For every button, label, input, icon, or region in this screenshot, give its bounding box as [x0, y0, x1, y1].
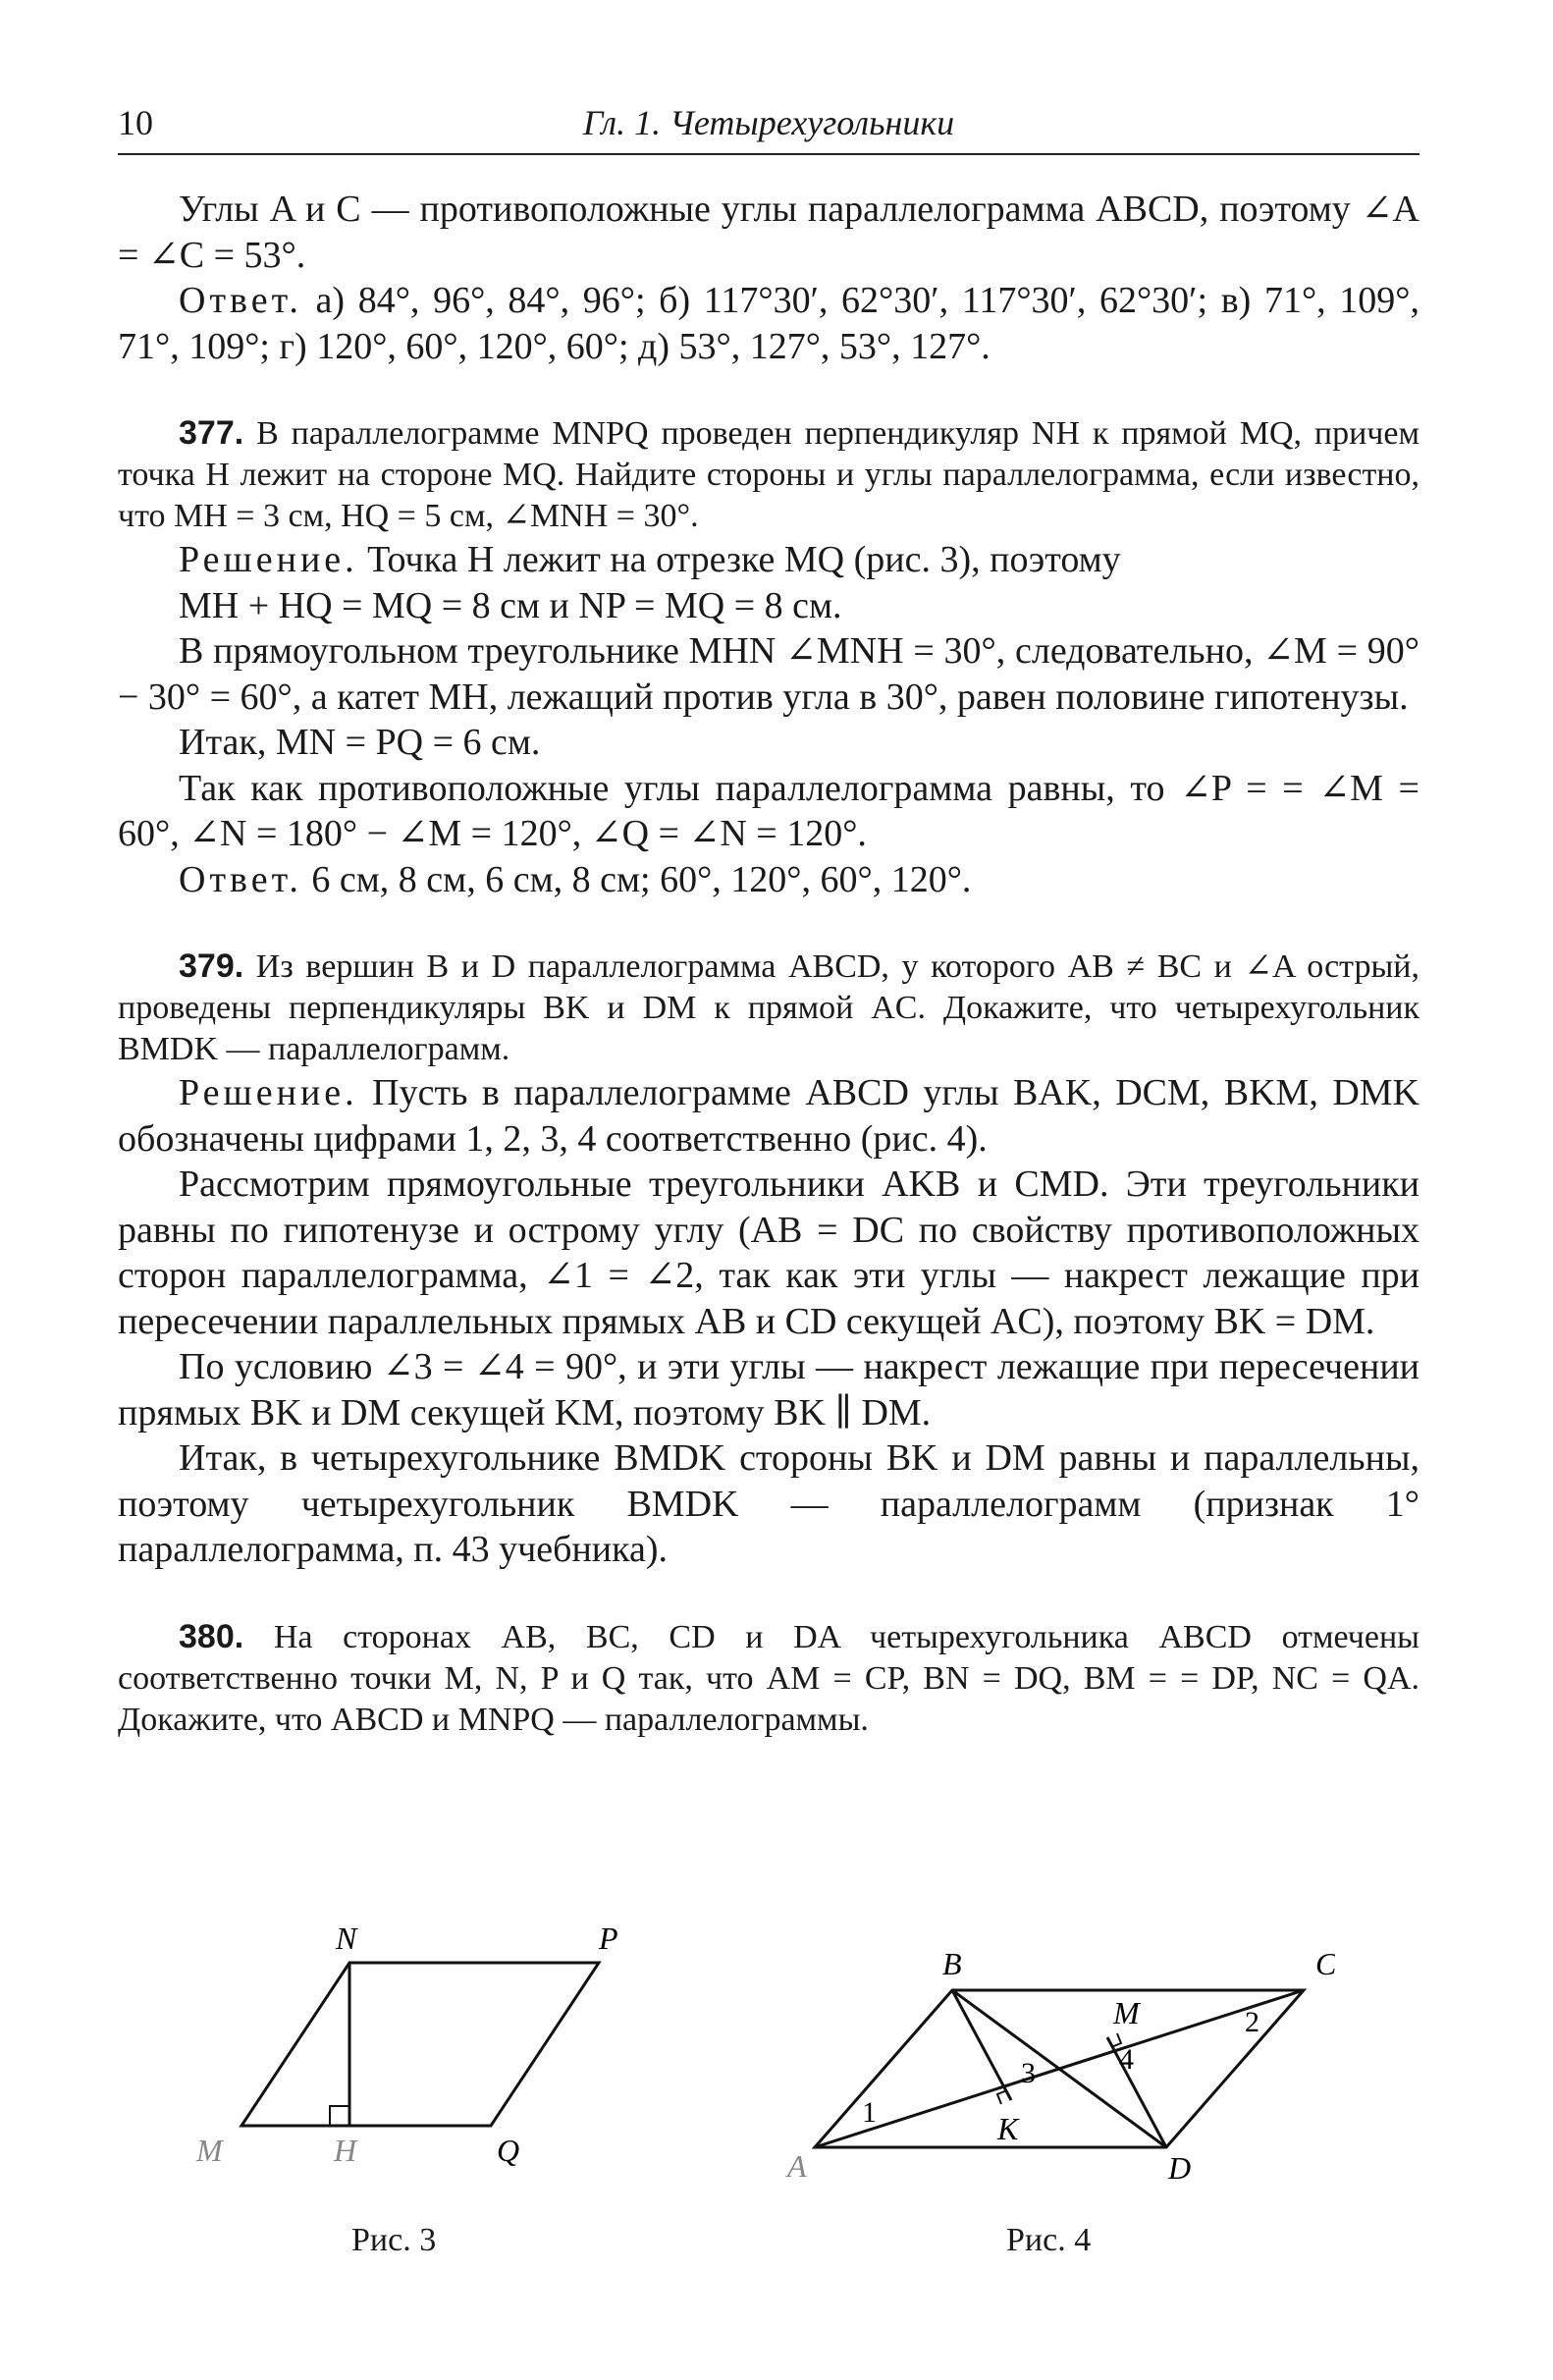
paragraph-p6: В прямоугольном треугольнике MHN ∠MNH = 30°, следовательно, ∠M = 90° − 30° = 60°, а катет MH, лежащий против угла в 30°, равен половине гипотенузы. [118, 630, 1419, 718]
page-number: 10 [118, 103, 153, 142]
paragraph-p7: Итак, MN = PQ = 6 см. [179, 722, 541, 763]
page-header [118, 98, 1419, 155]
paragraph-p8: Так как противоположные углы параллелограмма равны, то ∠P = = ∠M = 60°, ∠N = 180° − ∠M = 120°, ∠Q = ∠N = 120°. [118, 767, 1419, 854]
solution-paragraph: Решение. Пусть в параллелограмме ABCD углы BAK, DCM, BKM, DMK обозначены цифрами 1, 2, 3, 4 соответственно (рис. 4). [118, 1072, 1419, 1160]
paragraph-p5: MH + HQ = MQ = 8 см и NP = MQ = 8 см. [179, 584, 842, 626]
right-angle-mark [330, 2106, 349, 2126]
paragraph-p14: Итак, в четырехугольнике BMDK стороны BK и DM равны и параллельны, поэтому четырехугольник BMDK — параллелограмм (признак 1° параллелограмма, п. 43 учебника). [118, 1437, 1419, 1570]
figures [0, 1920, 1553, 2273]
parallelogram-mnpq [241, 1963, 599, 2126]
label-n: N [336, 1920, 357, 1956]
figure-3 [167, 1920, 697, 2175]
paragraph-p12: Рассмотрим прямоугольные треугольники AKB и CMD. Эти треугольники равны по гипотенузе и острому углу (AB = DC по свойству противоположных сторон параллелограмма, ∠1 = ∠2, так как эти углы — накрест лежащие при пересечении параллельных прямых AB и CD секущей AC), поэтому BK = DM. [118, 1163, 1419, 1342]
label-c: C [1315, 1946, 1335, 1981]
problem-number: 380. [179, 1617, 244, 1655]
label-d: D [1168, 2150, 1192, 2185]
figure-4-drawing [776, 1929, 1335, 2185]
problem-379: 379. Из вершин B и D параллелограмма ABCD, у которого AB ≠ BC и ∠A острый, проведены перпендикуляры BK и DM к прямой AC. Докажите, что четырехугольник BMDK — параллелограмм. [118, 947, 1419, 1067]
figure-4 [776, 1929, 1335, 2185]
label-k: K [997, 2111, 1019, 2146]
perpendicular-bk [952, 1990, 1011, 2100]
problem-number: 379. [179, 947, 244, 985]
figure-4-caption: Рис. 4 [1006, 2222, 1092, 2258]
angle-label-4: 4 [1119, 2043, 1134, 2076]
angle-label-3: 3 [1021, 2057, 1036, 2089]
solution-paragraph: Решение. Точка H лежит на отрезке MQ (рис. 3), поэтому [179, 539, 1121, 580]
perpendicular-dm [1107, 2037, 1166, 2147]
label-h: H [334, 2133, 357, 2168]
label-a: A [787, 2148, 807, 2184]
problem-377: 377. В параллелограмме MNPQ проведен перпендикуляр NH к прямой MQ, причем точка H лежит на стороне MQ. Найдите стороны и углы параллелограмма, если известно, что MH = 3 см, HQ = 5 см, ∠MNH = 30°. [118, 414, 1419, 534]
answer-lead: Ответ. [179, 280, 302, 321]
angle-label-2: 2 [1245, 2006, 1259, 2038]
label-m: M [1113, 1995, 1140, 2030]
problem-number: 377. [179, 414, 244, 452]
paragraph-p1: Углы A и C — противоположные углы параллелограмма ABCD, поэтому ∠A = ∠C = 53°. [118, 189, 1419, 276]
problem-380: 380. На сторонах AB, BC, CD и DA четырехугольника ABCD отмечены соответственно точки M, N, P и Q так, что AM = CP, BN = DQ, BM = = DP, NC = QA. Докажите, что ABCD и MNPQ — параллелограммы. [118, 1617, 1419, 1738]
angle-label-1: 1 [862, 2096, 877, 2129]
page-body [118, 187, 1419, 1741]
figure-3-caption: Рис. 3 [351, 2222, 437, 2258]
label-p: P [599, 1920, 618, 1956]
chapter-title: Гл. 1. Четырехугольники [582, 103, 955, 142]
solution-lead: Решение. [179, 1072, 358, 1113]
label-q: Q [497, 2133, 520, 2168]
label-m: M [196, 2133, 223, 2168]
solution-lead: Решение. [179, 539, 358, 580]
answer-lead: Ответ. [179, 858, 302, 900]
label-b: B [942, 1946, 962, 1981]
paragraph-p13: По условию ∠3 = ∠4 = 90°, и эти углы — накрест лежащие при пересечении прямых BK и DM секущей KM, поэтому BK ∥ DM. [118, 1346, 1419, 1433]
answer-paragraph: Ответ. 6 см, 8 см, 6 см, 8 см; 60°, 120°, 60°, 120°. [179, 858, 972, 900]
answer-paragraph: Ответ. а) 84°, 96°, 84°, 96°; б) 117°30′, 62°30′, 117°30′, 62°30′; в) 71°, 109°, 71°, 109°; г) 120°, 60°, 120°, 60°; д) 53°, 127°, 53°, 127°. [118, 280, 1419, 367]
figure-3-drawing [167, 1920, 697, 2175]
